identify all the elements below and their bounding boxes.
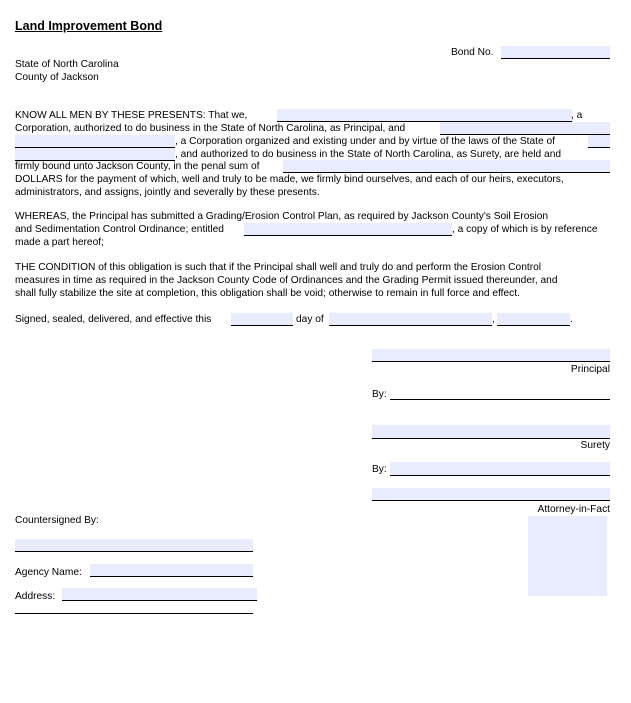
period-text: . [570, 314, 573, 325]
seal-box[interactable] [528, 516, 607, 596]
principal-name-field[interactable] [277, 109, 572, 122]
effective-month-field[interactable] [329, 313, 492, 326]
state-text: State of North Carolina [15, 59, 119, 70]
p2-line1: WHEREAS, the Principal has submitted a Grading/Erosion Control Plan, as required by Jackson County's Soil Erosion [15, 211, 549, 222]
day-of-text: day of [296, 314, 324, 325]
p3-line1: THE CONDITION of this obligation is such that if the Principal shall well and truly do and perform the Erosion Control [15, 262, 542, 273]
p1-line3: , a Corporation organized and existing under and by virtue of the laws of the State of [175, 136, 556, 147]
p2-line2: and Sedimentation Control Ordinance; entitled [15, 224, 224, 235]
agency-name-label: Agency Name: [15, 567, 82, 578]
surety-label: Surety [580, 440, 610, 451]
effective-day-field[interactable] [231, 313, 293, 326]
p1-line1-end: , a [571, 110, 583, 121]
surety-signature-field[interactable] [372, 425, 610, 439]
p1-line7: administrators, and assigns, jointly and severally by these presents. [15, 187, 320, 198]
p3-line3: shall fully stabilize the site at completion, this obligation shall be void; otherwise to remain in full force and effect. [15, 288, 520, 299]
p1-line5: firmly bound unto Jackson County, in the penal sum of [15, 161, 260, 172]
surety-state-field[interactable] [588, 135, 610, 148]
attorney-label: Attorney-in-Fact [537, 504, 610, 515]
comma-text: , [492, 314, 495, 325]
document-title: Land Improvement Bond [15, 19, 163, 33]
principal-by-line[interactable] [390, 399, 610, 400]
surety-name-cont-field[interactable] [15, 135, 175, 148]
bond-no-field[interactable] [501, 46, 610, 59]
countersigned-field[interactable] [15, 539, 253, 552]
county-text: County of Jackson [15, 72, 99, 83]
address-line-2[interactable] [15, 613, 253, 614]
countersigned-label: Countersigned By: [15, 515, 99, 526]
effective-year-field[interactable] [497, 313, 570, 326]
principal-label: Principal [570, 364, 610, 375]
p1-line6: DOLLARS for the payment of which, well and truly to be made, we firmly bind ourselves, and each of our heirs, executors, [15, 174, 564, 185]
attorney-signature-field[interactable] [372, 488, 610, 501]
p3-line2: measures in time as required in the Jackson County Code of Ordinances and the Grading Permit issued thereunder, and [15, 275, 558, 286]
bond-no-label: Bond No. [451, 47, 494, 58]
surety-state-cont-field[interactable] [15, 148, 175, 161]
address-label: Address: [15, 591, 56, 602]
plan-title-field[interactable] [244, 223, 452, 236]
surety-name-field[interactable] [440, 122, 610, 135]
p1-line2: Corporation, authorized to do business in the State of North Carolina, as Principal, and [15, 123, 406, 134]
p2-line2-end: , a copy of which is by reference [452, 224, 598, 235]
p1-line1: KNOW ALL MEN BY THESE PRESENTS: That we, [15, 110, 248, 121]
address-field[interactable] [62, 588, 257, 601]
agency-name-field[interactable] [90, 564, 253, 577]
surety-by-label: By: [372, 464, 387, 475]
signed-text: Signed, sealed, delivered, and effective this [15, 314, 212, 325]
p2-line3: made a part hereof; [15, 237, 104, 248]
principal-by-label: By: [372, 389, 387, 400]
principal-signature-field[interactable] [372, 349, 610, 362]
penal-sum-field[interactable] [283, 160, 610, 173]
surety-by-field[interactable] [390, 462, 610, 476]
p1-line4: , and authorized to do business in the State of North Carolina, as Surety, are held and [175, 149, 562, 160]
